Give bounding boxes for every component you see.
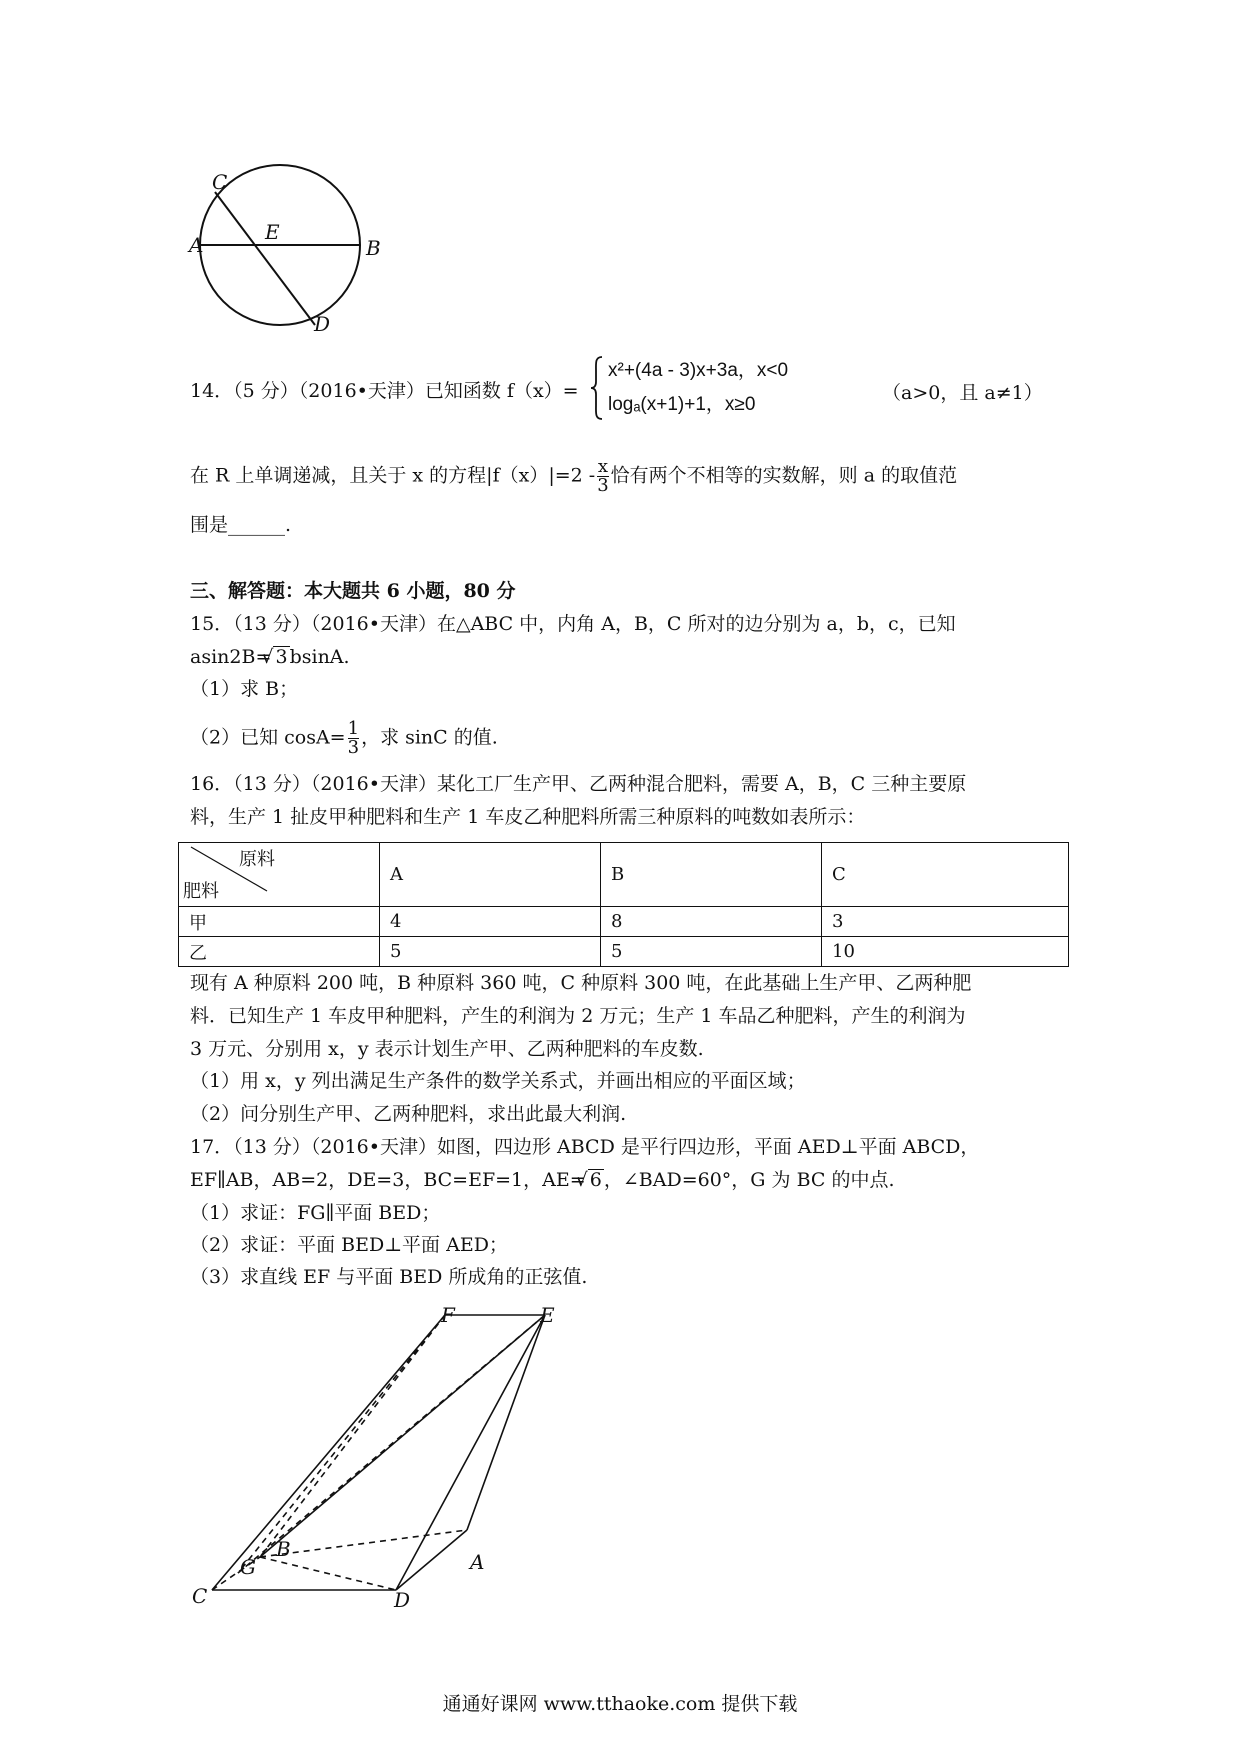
sqrt-6: √ 6 <box>588 1169 604 1190</box>
q16-line5: 3 万元、分别用 x，y 表示计划生产甲、乙两种肥料的车皮数. <box>190 1038 704 1060</box>
table-row-name: 甲 <box>179 907 380 937</box>
q14-line3: 围是______. <box>190 514 292 536</box>
chord-cd <box>215 192 315 325</box>
table-row-name: 乙 <box>179 937 380 967</box>
label-e2: E <box>540 1303 555 1327</box>
table-header-c: C <box>822 843 1069 907</box>
sqrt-3: √ 3 <box>273 646 289 667</box>
table-row <box>179 937 1069 967</box>
q17-part3: （3）求直线 EF 与平面 BED 所成角的正弦值. <box>190 1266 588 1288</box>
table-cell: 10 <box>822 937 1069 967</box>
label-e: E <box>265 220 280 244</box>
label-a2: A <box>470 1550 485 1574</box>
label-f: F <box>441 1303 455 1327</box>
table-cell: 5 <box>601 937 822 967</box>
q15-line1: 15．（13 分）（2016•天津）在△ABC 中，内角 A，B，C 所对的边分别为 a，b，c，已知 <box>190 613 956 635</box>
label-d: D <box>314 312 331 336</box>
q14-case1: x²+(4a - 3)x+3a，x<0 <box>608 360 789 381</box>
label-c2: C <box>192 1584 208 1608</box>
table-cell: 4 <box>380 907 601 937</box>
table-cell: 5 <box>380 937 601 967</box>
label-d2: D <box>394 1588 411 1612</box>
table-header-b: B <box>601 843 822 907</box>
q17-line1: 17．（13 分）（2016•天津）如图，四边形 ABCD 是平行四边形，平面 AED⊥平面 ABCD， <box>190 1136 980 1158</box>
q17-part1: （1）求证：FG∥平面 BED； <box>190 1202 441 1224</box>
corner-bottom-label: 肥料 <box>183 881 219 902</box>
q14-head: 14．（5 分）（2016•天津）已知函数 f（x）= <box>190 380 579 402</box>
label-b: B <box>366 236 381 260</box>
materials-table <box>178 842 1069 967</box>
q14-condition: （a>0，且 a≠1） <box>882 382 1043 404</box>
label-a: A <box>189 233 204 257</box>
q14-line2-post: 恰有两个不相等的实数解，则 a 的取值范 <box>610 464 958 487</box>
q14-case2: logₐ(x+1)+1，x≥0 <box>608 394 756 415</box>
q14-fraction: $\frac{x}{3}$ <box>597 456 609 496</box>
table-header-row <box>179 843 1069 907</box>
corner-top-label: 原料 <box>239 849 275 870</box>
q16-line1: 16．（13 分）（2016•天津）某化工厂生产甲、乙两种混合肥料，需要 A，B，C 三种主要原 <box>190 773 967 795</box>
q15-fraction: $\frac{1}{3}$ <box>347 718 360 758</box>
table-cell: 8 <box>601 907 822 937</box>
q15-line2: asin2B=√ 3 bsinA. <box>190 644 350 670</box>
q16-part2: （2）问分别生产甲、乙两种肥料，求出此最大利润. <box>190 1103 627 1125</box>
q17-line2: EF∥AB，AB=2，DE=3，BC=EF=1，AE=√ 6 ，∠BAD=60°，G 为 BC 的中点. <box>190 1167 895 1193</box>
q15-part2: （2）已知 cosA= $\frac{1}{3}$ ，求 sinC 的值. <box>190 718 498 758</box>
label-b2: B <box>276 1537 291 1561</box>
label-c: C <box>212 170 228 194</box>
label-g: G <box>240 1555 256 1579</box>
section-title: 三、解答题：本大题共 6 小题，80 分 <box>190 580 516 602</box>
q16-line4: 料．已知生产 1 车皮甲种肥料，产生的利润为 2 万元；生产 1 车品乙种肥料，产生的利润为 <box>190 1005 966 1027</box>
q16-line3: 现有 A 种原料 200 吨，B 种原料 360 吨，C 种原料 300 吨，在此基础上生产甲、乙两种肥 <box>190 972 972 994</box>
table-corner-cell <box>179 843 380 907</box>
q16-part1: （1）用 x，y 列出满足生产条件的数学关系式，并画出相应的平面区域； <box>190 1070 806 1092</box>
q17-part2: （2）求证：平面 BED⊥平面 AED； <box>190 1234 508 1256</box>
q16-line2: 料，生产 1 扯皮甲种肥料和生产 1 车皮乙种肥料所需三种原料的吨数如表所示： <box>190 806 866 828</box>
table-header-a: A <box>380 843 601 907</box>
table-row <box>179 907 1069 937</box>
brace-icon <box>590 355 604 421</box>
q15-part1: （1）求 B； <box>190 678 299 700</box>
page-footer: 通通好课网 www.tthaoke.com 提供下载 <box>442 1693 798 1715</box>
table-cell: 3 <box>822 907 1069 937</box>
q14-line2-pre: 在 R 上单调递减，且关于 x 的方程|f（x）|=2 - <box>190 464 596 487</box>
q14-line2 <box>190 458 957 495</box>
